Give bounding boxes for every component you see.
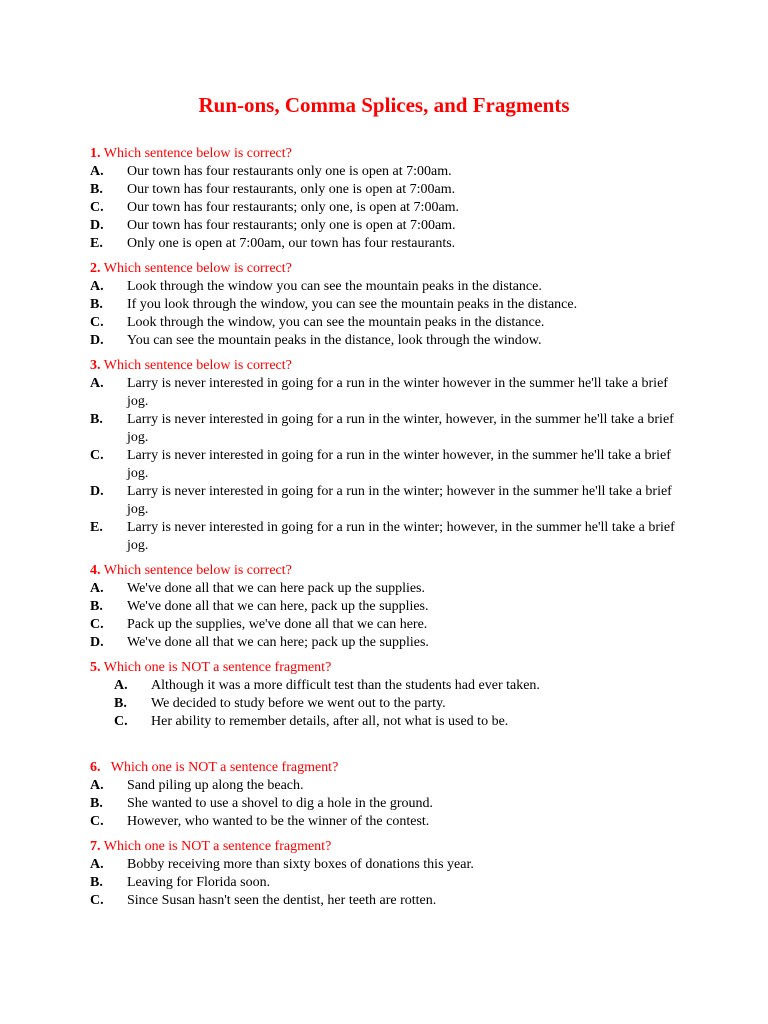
option-letter: A. (90, 279, 104, 294)
option-text: Although it was a more difficult test than the students had ever taken. (151, 678, 540, 693)
option-letter: B. (90, 297, 103, 312)
option-text: We've done all that we can here, pack up the supplies. (127, 599, 429, 614)
answer-option (90, 278, 690, 296)
question-number: 3. (90, 358, 101, 373)
question-text: Which one is NOT a sentence fragment? (100, 660, 332, 675)
answer-option (90, 217, 690, 235)
answer-option (90, 795, 690, 813)
option-text: Larry is never interested in going for a run in the winter; however, in the summer he'll take a brief jog. (127, 520, 675, 553)
option-text: Larry is never interested in going for a run in the winter; however in the summer he'll take a brief jog. (127, 484, 672, 517)
page-title: Run-ons, Comma Splices, and Fragments (198, 93, 570, 117)
answer-option (90, 519, 690, 555)
option-letter: B. (90, 599, 103, 614)
option-text: If you look through the window, you can see the mountain peaks in the distance. (127, 297, 578, 312)
answer-option (90, 856, 690, 874)
question-3 (90, 357, 690, 555)
option-text: Larry is never interested in going for a run in the winter, however, in the summer he'll take a brief jog. (127, 412, 674, 445)
answer-option (90, 892, 690, 910)
question-prompt (90, 838, 690, 856)
option-text: However, who wanted to be the winner of the contest. (127, 814, 430, 829)
question-4 (90, 562, 690, 652)
answer-option (90, 616, 690, 634)
option-text: She wanted to use a shovel to dig a hole in the ground. (127, 796, 433, 811)
answer-option (90, 314, 690, 332)
option-text: Pack up the supplies, we've done all that we can here. (127, 617, 428, 632)
question-text: Which sentence below is correct? (100, 146, 292, 161)
answer-option (90, 332, 690, 350)
question-prompt (90, 759, 690, 777)
option-letter: C. (90, 814, 104, 829)
option-letter: A. (90, 164, 104, 179)
option-text: Since Susan hasn't seen the dentist, her teeth are rotten. (127, 893, 437, 908)
option-text: Sand piling up along the beach. (127, 778, 304, 793)
option-letter: B. (90, 182, 103, 197)
question-number: 5. (90, 660, 101, 675)
question-5 (90, 659, 690, 731)
option-text: Our town has four restaurants, only one is open at 7:00am. (127, 182, 456, 197)
option-text: We've done all that we can here; pack up the supplies. (127, 635, 429, 650)
answer-option (90, 777, 690, 795)
option-text: We decided to study before we went out to the party. (151, 696, 446, 711)
answer-option (90, 199, 690, 217)
question-prompt (90, 357, 690, 375)
question-prompt (90, 145, 690, 163)
answer-option (90, 598, 690, 616)
answer-option (90, 580, 690, 598)
answer-option (90, 411, 690, 447)
question-prompt (90, 260, 690, 278)
answer-option (90, 677, 690, 695)
option-letter: E. (90, 236, 103, 251)
option-text: Larry is never interested in going for a run in the winter however, in the summer he'll take a brief jog. (127, 448, 671, 481)
option-letter: E. (90, 520, 103, 535)
option-letter: C. (90, 893, 104, 908)
answer-option (90, 375, 690, 411)
question-text: Which sentence below is correct? (100, 358, 292, 373)
question-6 (90, 759, 690, 831)
option-letter: B. (90, 875, 103, 890)
option-text: Her ability to remember details, after all, not what is used to be. (151, 714, 509, 729)
option-letter: D. (90, 635, 104, 650)
option-letter: A. (90, 778, 104, 793)
question-number: 1. (90, 146, 101, 161)
answer-option (90, 447, 690, 483)
question-number: 6. (90, 760, 101, 775)
question-text: Which one is NOT a sentence fragment? (100, 839, 332, 854)
quiz-content (90, 145, 690, 910)
option-text: Our town has four restaurants only one is open at 7:00am. (127, 164, 452, 179)
option-text: We've done all that we can here pack up the supplies. (127, 581, 426, 596)
option-letter: B. (114, 696, 127, 711)
option-text: Our town has four restaurants; only one is open at 7:00am. (127, 218, 456, 233)
question-number: 2. (90, 261, 101, 276)
question-text: Which sentence below is correct? (100, 563, 292, 578)
question-1 (90, 145, 690, 253)
option-letter: C. (90, 617, 104, 632)
answer-option (90, 874, 690, 892)
option-letter: A. (114, 678, 128, 693)
question-text: Which one is NOT a sentence fragment? (100, 760, 339, 775)
answer-option (90, 695, 690, 713)
answer-option (90, 235, 690, 253)
option-letter: C. (90, 448, 104, 463)
option-text: You can see the mountain peaks in the distance, look through the window. (127, 333, 542, 348)
option-text: Bobby receiving more than sixty boxes of donations this year. (127, 857, 474, 872)
option-text: Look through the window, you can see the mountain peaks in the distance. (127, 315, 545, 330)
answer-option (90, 163, 690, 181)
question-prompt (90, 659, 690, 677)
answer-option (90, 296, 690, 314)
option-letter: A. (90, 581, 104, 596)
answer-option (90, 634, 690, 652)
option-letter: B. (90, 796, 103, 811)
answer-option (90, 713, 690, 731)
option-text: Look through the window you can see the mountain peaks in the distance. (127, 279, 542, 294)
option-letter: D. (90, 484, 104, 499)
option-letter: C. (90, 200, 104, 215)
answer-option (90, 181, 690, 199)
option-letter: A. (90, 857, 104, 872)
question-7 (90, 838, 690, 910)
option-text: Larry is never interested in going for a run in the winter however in the summer he'll take a brief jog. (127, 376, 668, 409)
option-text: Leaving for Florida soon. (127, 875, 271, 890)
question-number: 4. (90, 563, 101, 578)
option-text: Only one is open at 7:00am, our town has four restaurants. (127, 236, 456, 251)
option-letter: C. (90, 315, 104, 330)
option-letter: D. (90, 333, 104, 348)
option-letter: D. (90, 218, 104, 233)
option-letter: C. (114, 714, 128, 729)
question-2 (90, 260, 690, 350)
answer-option (90, 813, 690, 831)
option-letter: A. (90, 376, 104, 391)
question-prompt (90, 562, 690, 580)
question-number: 7. (90, 839, 101, 854)
question-text: Which sentence below is correct? (100, 261, 292, 276)
option-text: Our town has four restaurants; only one, is open at 7:00am. (127, 200, 460, 215)
option-letter: B. (90, 412, 103, 427)
answer-option (90, 483, 690, 519)
